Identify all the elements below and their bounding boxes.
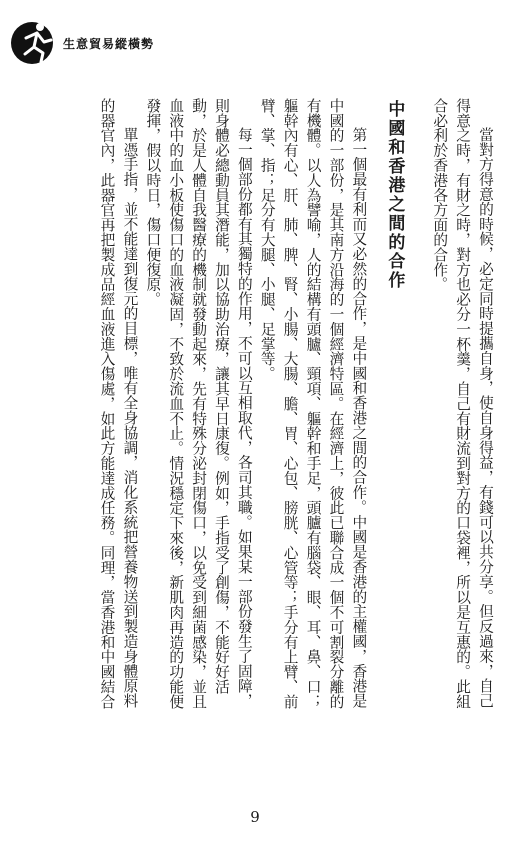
spacer <box>407 98 423 778</box>
page-header <box>10 18 310 68</box>
text-column: 則身體必總動員其潛能，加以協助治療，讓其早日康復。例如，手指受了創傷，不能好好活 <box>212 98 230 694</box>
text-column: 動，於是人體自我醫療的機制就發動起來，先有特殊分泌封閉傷口，以免受到細菌感染，並且 <box>190 98 208 709</box>
running-figure-logo-icon <box>10 18 58 66</box>
text-column: 的器官內，此器官再把製成品經血液進入傷處，如此方能達成任務。同理，當香港和中國結合 <box>98 98 116 709</box>
text-column: 當對方得意的時候，必定同時提攜自身，使自身得益，有錢可以共分享。但反過來，自己 <box>477 127 494 709</box>
text-column: 臂、掌、指；足分有大腿、小腿、足掌等。 <box>258 98 276 382</box>
text-column: 中國的一部份，是其南方沿海的一個經濟特區。在經濟上，彼此已聯合成一個不可割裂分離的 <box>327 98 345 709</box>
text-column: 軀幹內有心、肝、肺、脾、腎、小腸、大腸、膽、胃、心包、膀胱、心管等；手分有上臂、前 <box>281 98 299 709</box>
section-heading: 中國和香港之間的合作 <box>384 100 405 290</box>
text-column: 得意之時，有財之時，對方也必分一杯羹，自己有財流到對方的口袋裡，所以是互惠的。此組 <box>454 98 472 709</box>
text-column: 單憑手指，並不能達到復元的目標，唯有全身協調，消化系統把營養物送到製造身體原料 <box>121 127 139 709</box>
page-number: 9 <box>250 808 260 826</box>
text-column: 第一個最有利而又必然的合作，是中國和香港之間的合作。中國是香港的主權國，香港是 <box>350 127 368 709</box>
book-title: 生意貿易縱橫勢 <box>63 37 155 51</box>
spacer <box>365 98 381 778</box>
text-column: 發揮，假以時日，傷口便復原。 <box>144 98 162 307</box>
vertical-text-body <box>24 98 492 778</box>
text-column: 血液中的血小板使傷口的血液凝固，不致於流血不止。情況穩定下來後，新肌肉再造的功能便 <box>167 98 185 709</box>
text-column: 有機體。以人為譬喻，人的結構有頭臚、頸項、軀幹和手足，頭臚有腦袋、眼、耳、鼻、口； <box>304 98 322 709</box>
text-column: 每一個部份都有其獨特的作用，不可以互相取代，各司其職。如果某一部份發生了固障， <box>235 127 253 709</box>
text-column: 合必利於香港各方面的合作。 <box>431 98 449 292</box>
